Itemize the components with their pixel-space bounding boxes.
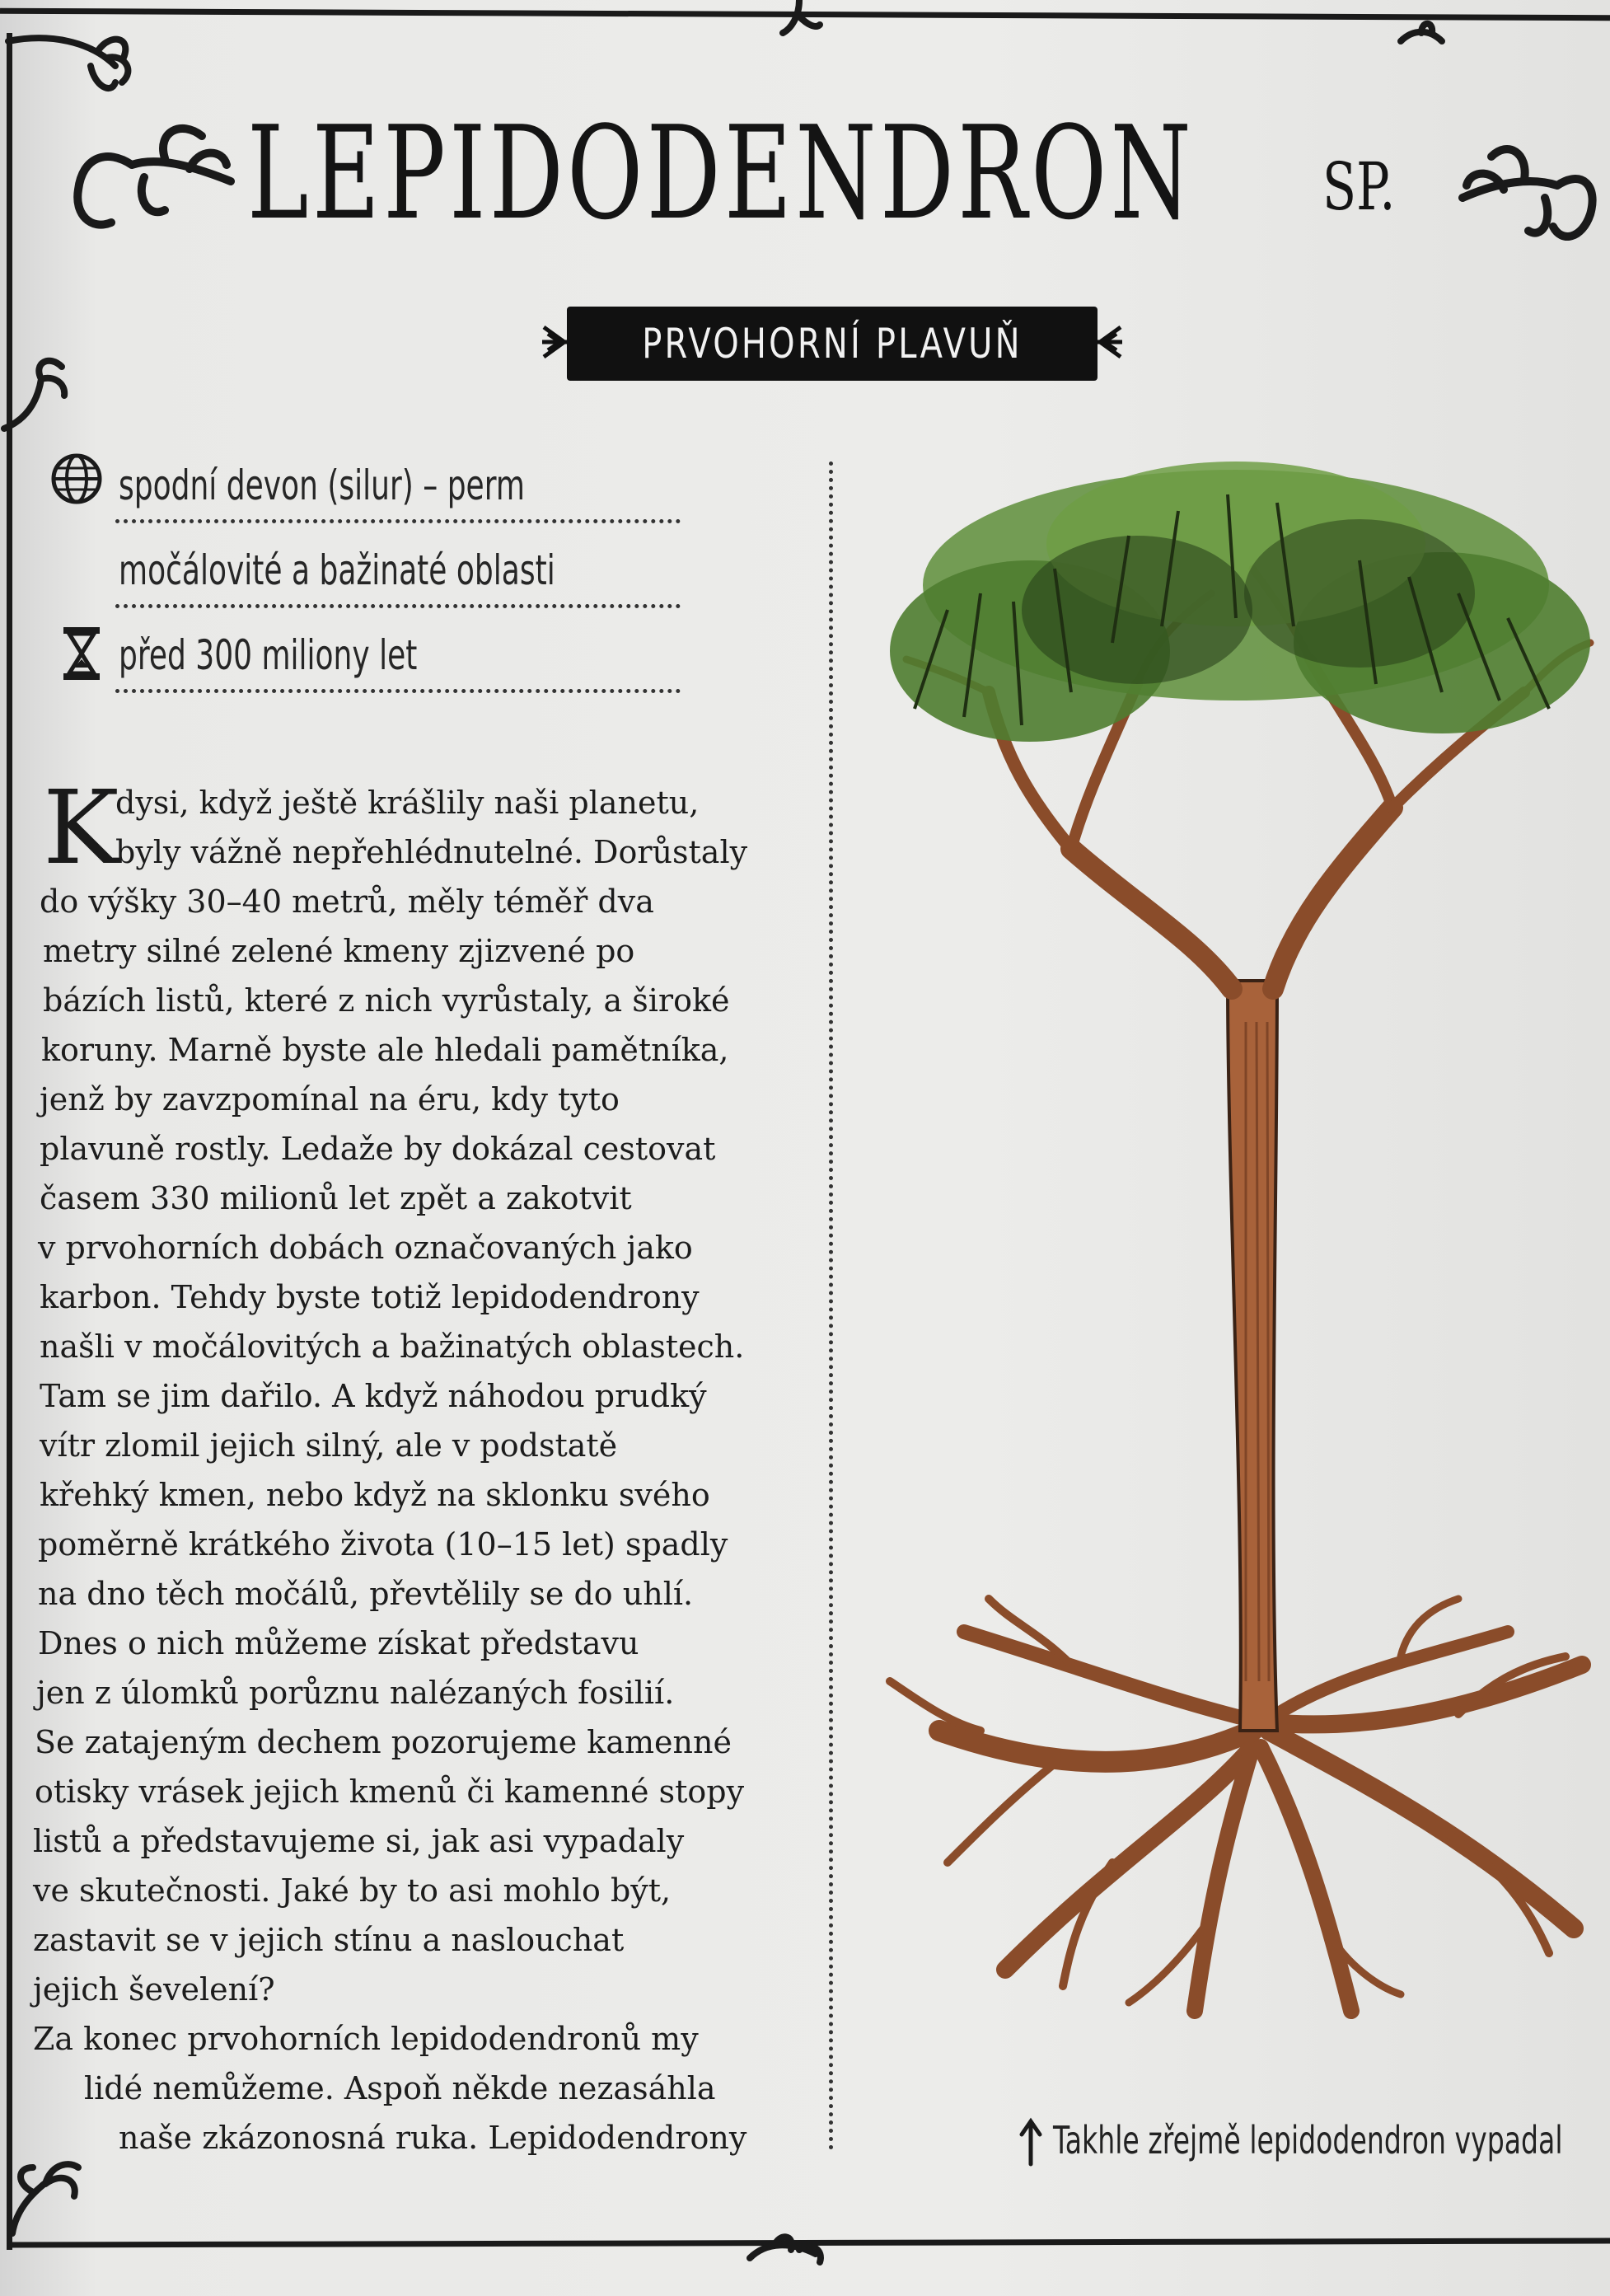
body-line: listů a představujeme si, jak asi vypadaly bbox=[33, 1823, 685, 1859]
illustration-caption: Takhle zřejmě lepidodendron vypadal bbox=[1053, 2118, 1563, 2162]
fact-habitat bbox=[115, 523, 681, 608]
body-line: otisky vrásek jejich kmenů či kamenné stopy bbox=[35, 1774, 745, 1810]
body-text bbox=[33, 778, 807, 2162]
tree-roots bbox=[890, 1599, 1582, 2011]
title-row bbox=[66, 91, 1598, 255]
body-line: zastavit se v jejich stínu a naslouchat bbox=[33, 1922, 625, 1958]
body-line: dysi, když ještě krášlily naši planetu, bbox=[115, 785, 700, 821]
globe-icon bbox=[49, 452, 104, 506]
body-line: jen z úlomků porůznu nalézaných fosilií. bbox=[36, 1675, 675, 1711]
top-curl-icon bbox=[775, 0, 824, 49]
body-line: vítr zlomil jejich silný, ale v podstatě bbox=[40, 1427, 618, 1464]
fact-period bbox=[115, 438, 681, 523]
body-line: Za konec prvohorních lepidodendronů my bbox=[33, 2021, 699, 2057]
fact-period-text: spodní devon (silur) – perm bbox=[119, 462, 525, 509]
fact-habitat-text: močálovité a bažinaté oblasti bbox=[119, 546, 555, 594]
body-line: bázích listů, které z nich vyrůstaly, a široké bbox=[43, 982, 730, 1019]
right-fern-ornament-icon bbox=[1458, 124, 1598, 255]
body-line: jejich ševelení? bbox=[33, 1971, 275, 2008]
banner-left-tassel-icon bbox=[536, 317, 569, 367]
left-curl-icon bbox=[0, 346, 74, 437]
body-line: naše zkázonosná ruka. Lepidodendrony bbox=[119, 2120, 747, 2156]
body-line: našli v močálovitých a bažinatých oblastech. bbox=[40, 1328, 745, 1365]
body-line: do výšky 30–40 metrů, měly téměř dva bbox=[40, 883, 654, 920]
tree-foliage bbox=[890, 462, 1590, 742]
column-divider bbox=[829, 462, 833, 2151]
banner-right-tassel-icon bbox=[1096, 317, 1129, 367]
body-line: jenž by zavzpomínal na éru, kdy tyto bbox=[40, 1081, 620, 1118]
hourglass-icon bbox=[61, 625, 102, 682]
body-line: byly vážně nepřehlédnutelné. Dorůstaly bbox=[115, 834, 748, 870]
left-fern-ornament-icon bbox=[66, 107, 239, 247]
drop-cap: K bbox=[43, 769, 119, 888]
top-right-curl-icon bbox=[1392, 16, 1450, 66]
subtitle-banner bbox=[567, 307, 1098, 381]
body-line: v prvohorních dobách označovaných jako bbox=[38, 1230, 693, 1266]
body-line: na dno těch močálů, převtělily se do uhlí. bbox=[38, 1576, 694, 1612]
lepidodendron-tree-illustration bbox=[865, 445, 1607, 2093]
body-line: plavuně rostly. Ledaže by dokázal cestovat bbox=[40, 1131, 716, 1167]
body-line: časem 330 milionů let zpět a zakotvit bbox=[40, 1180, 632, 1216]
body-line: Tam se jim dařilo. A když náhodou prudký bbox=[40, 1378, 707, 1414]
body-line: Se zatajeným dechem pozorujeme kamenné bbox=[35, 1724, 732, 1760]
body-line: křehký kmen, nebo když na sklonku svého bbox=[40, 1477, 710, 1513]
body-line: karbon. Tehdy byste totiž lepidodendrony bbox=[40, 1279, 700, 1315]
body-line: poměrně krátkého života (10–15 let) spadly bbox=[38, 1526, 728, 1563]
body-line: lidé nemůžeme. Aspoň někde nezasáhla bbox=[84, 2070, 716, 2106]
bottom-curl-icon bbox=[742, 2225, 832, 2275]
fact-age-text: před 300 miliony let bbox=[119, 631, 418, 679]
body-line: ve skutečnosti. Jaké by to asi mohlo být, bbox=[33, 1872, 672, 1909]
body-line: metry silné zelené kmeny zjizvené po bbox=[43, 933, 635, 969]
body-line: Dnes o nich můžeme získat představu bbox=[38, 1625, 639, 1661]
fact-age bbox=[115, 608, 681, 693]
page-title: LEPIDODENDRON bbox=[247, 98, 1196, 248]
up-arrow-icon bbox=[1018, 2116, 1043, 2167]
title-suffix: SP. bbox=[1322, 148, 1396, 225]
subtitle-text: PRVOHORNÍ PLAVUŇ bbox=[642, 320, 1023, 368]
body-line: koruny. Marně byste ale hledali pamětníka, bbox=[41, 1032, 729, 1068]
